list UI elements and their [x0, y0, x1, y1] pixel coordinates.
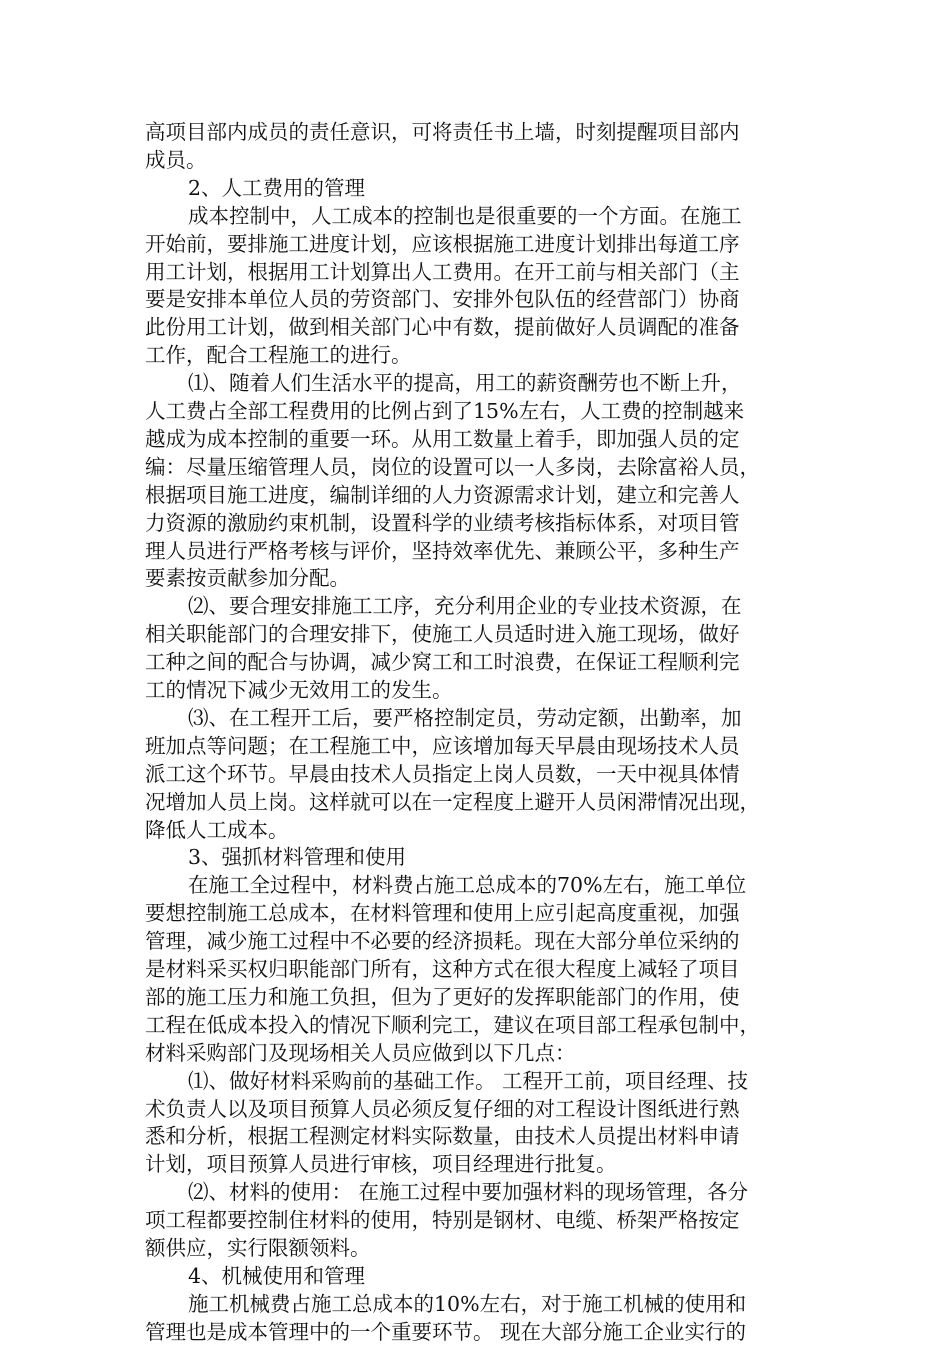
- text-line: 计划，项目预算人员进行审核，项目经理进行批复。: [145, 1152, 617, 1177]
- text-line: 施工机械费占施工总成本的10%左右，对于施工机械的使用和: [188, 1291, 747, 1316]
- text-line: 部的施工压力和施工负担，但为了更好的发挥职能部门的作用，使: [145, 984, 740, 1009]
- text-line: 此份用工计划，做到相关部门心中有数，提前做好人员调配的准备: [145, 315, 740, 340]
- text-line: 成员。: [145, 147, 207, 172]
- text-line: 工程在低成本投入的情况下顺利完工，建议在项目部工程承包制中，: [145, 1012, 760, 1037]
- text-line: 编：尽量压缩管理人员，岗位的设置可以一人多岗，去除富裕人员，: [145, 454, 760, 479]
- text-line: 越成为成本控制的重要一环。从用工数量上着手，即加强人员的定: [145, 426, 740, 451]
- text-line: ⑴、随着人们生活水平的提高，用工的薪资酬劳也不断上升，: [188, 371, 742, 396]
- text-line: 力资源的激励约束机制，设置科学的业绩考核指标体系，对项目管: [145, 510, 740, 535]
- text-line: ⑵、要合理安排施工工序，充分利用企业的专业技术资源，在: [188, 594, 742, 619]
- text-line: 降低人工成本。: [145, 817, 289, 842]
- text-line: 在施工全过程中，材料费占施工总成本的70%左右，施工单位: [188, 873, 747, 898]
- text-line: 高项目部内成员的责任意识，可将责任书上墙，时刻提醒项目部内: [145, 120, 740, 144]
- text-line: ⑴、做好材料采购前的基础工作。 工程开工前，项目经理、技: [188, 1068, 749, 1093]
- text-line: 根据项目施工进度，编制详细的人力资源需求计划，建立和完善人: [145, 482, 740, 507]
- text-line: 额供应，实行限额领料。: [145, 1236, 371, 1260]
- section-heading: 4、机械使用和管理: [188, 1263, 366, 1288]
- text-line: 材料采购部门及现场相关人员应做到以下几点：: [145, 1040, 576, 1065]
- text-line: 班加点等问题；在工程施工中，应该增加每天早晨由现场技术人员: [145, 733, 740, 758]
- text-line: 管理也是成本管理中的一个重要环节。 现在大部分施工企业实行的: [145, 1319, 747, 1344]
- text-line: 管理，减少施工过程中不必要的经济损耗。现在大部分单位采纳的: [145, 929, 740, 954]
- text-line: 要素按贡献参加分配。: [145, 566, 350, 591]
- section-heading: 3、强抓材料管理和使用: [188, 845, 407, 870]
- text-line: 用工计划，根据用工计划算出人工费用。在开工前与相关部门（主: [145, 259, 740, 284]
- text-line: ⑵、材料的使用： 在施工过程中要加强材料的现场管理，各分: [188, 1180, 749, 1205]
- section-heading: 2、人工费用的管理: [188, 175, 366, 200]
- text-line: 工种之间的配合与协调，减少窝工和工时浪费，在保证工程顺利完: [145, 650, 740, 675]
- text-line: 人工费占全部工程费用的比例占到了15%左右，人工费的控制越来: [145, 399, 745, 423]
- text-line: 术负责人以及项目预算人员必须反复仔细的对工程设计图纸进行熟: [145, 1096, 740, 1121]
- text-line: 况增加人员上岗。这样就可以在一定程度上避开人员闲滞情况出现，: [145, 789, 760, 814]
- text-line: 要是安排本单位人员的劳资部门、安排外包队伍的经营部门）协商: [145, 287, 740, 312]
- text-line: 工的情况下减少无效用工的发生。: [145, 678, 453, 702]
- text-line: 工作，配合工程施工的进行。: [145, 343, 412, 368]
- text-line: 相关职能部门的合理安排下，使施工人员适时进入施工现场，做好: [145, 622, 740, 647]
- text-line: 要想控制施工总成本，在材料管理和使用上应引起高度重视，加强: [145, 901, 740, 926]
- text-line: ⑶、在工程开工后，要严格控制定员，劳动定额，出勤率，加: [188, 705, 742, 730]
- text-line: 成本控制中，人工成本的控制也是很重要的一个方面。在施工: [188, 203, 742, 228]
- text-line: 开始前，要排施工进度计划，应该根据施工进度计划排出每道工序: [145, 231, 740, 256]
- text-line: 是材料采买权归职能部门所有，这种方式在很大程度上减轻了项目: [145, 957, 740, 981]
- text-line: 悉和分析，根据工程测定材料实际数量，由技术人员提出材料申请: [145, 1124, 740, 1149]
- text-line: 理人员进行严格考核与评价，坚持效率优先、兼顾公平，多种生产: [145, 538, 740, 563]
- text-line: 派工这个环节。早晨由技术人员指定上岗人员数，一天中视具体情: [145, 761, 740, 786]
- text-line: 项工程都要控制住材料的使用，特别是钢材、电缆、桥架严格按定: [145, 1208, 740, 1233]
